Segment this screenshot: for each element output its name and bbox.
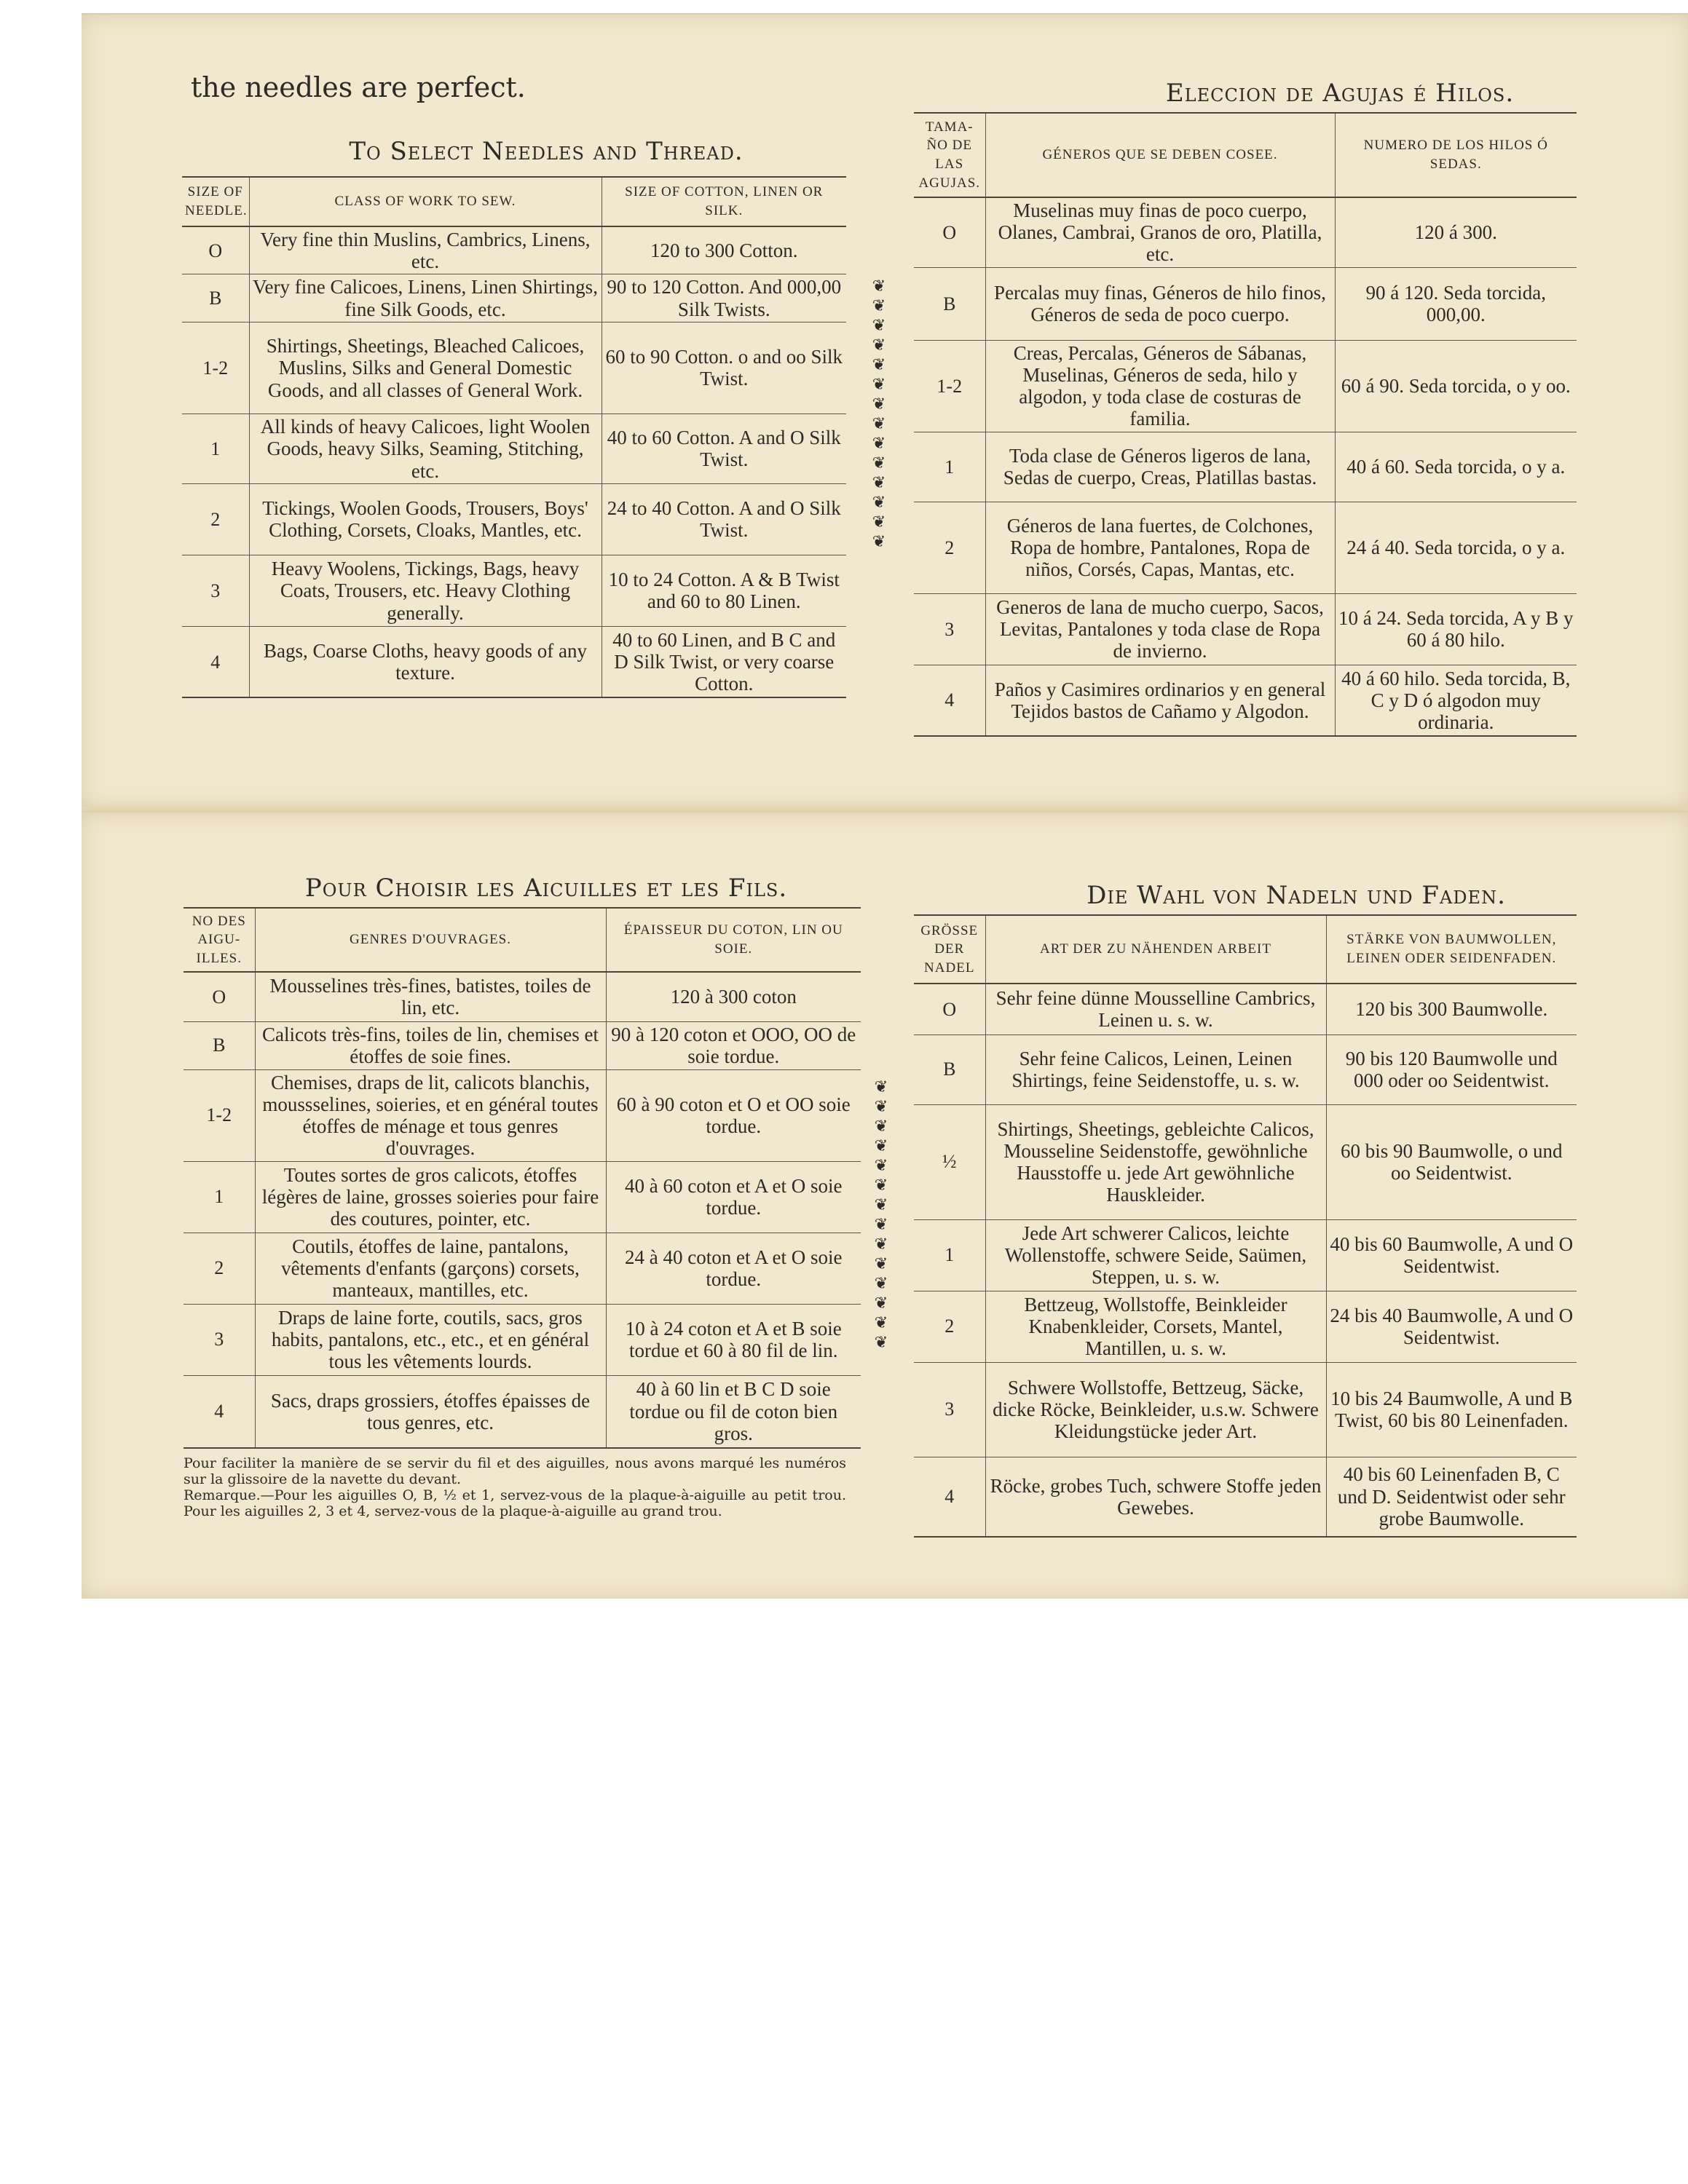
thread-size: 40 to 60 Linen, and B C and D Silk Twist, or very coarse Cotton. [602,626,846,697]
work-class: Calicots très-fins, toiles de lin, chemises et étoffes de soie fines. [255,1021,606,1069]
running-text: the needles are perfect. [191,71,526,103]
needle-size: 2 [182,483,249,555]
column-header: GÉNEROS QUE SE DEBEN COSEE. [985,113,1335,197]
work-class: All kinds of heavy Calicoes, light Woolen Goods, heavy Silks, Seaming, Stitching, etc. [249,414,602,483]
needle-size: 1 [184,1161,255,1233]
column-header: NUMERO DE LOS HILOS Ó SEDAS. [1335,113,1577,197]
thread-size: 120 à 300 coton [606,972,861,1021]
column-header: ART DER ZU NÄHENDEN ARBEIT [985,915,1326,984]
column-header: TAMA-ÑO DE LAS AGUJAS. [914,113,985,197]
footnote-text: Pour faciliter la manière de se servir du fil et des aiguilles, nous avons marqué les numéros sur la glissoire de la navette du devant. [184,1455,846,1487]
work-class: Very fine Calicoes, Linens, Linen Shirtings, fine Silk Goods, etc. [249,274,602,322]
thread-size: 40 á 60 hilo. Seda torcida, B, C y D ó algodon muy ordinaria. [1335,665,1577,736]
needle-size: 4 [914,665,985,736]
column-header: GRÖSSE DER NADEL [914,915,985,984]
thread-size: 90 bis 120 Baumwolle und 000 oder oo Seidentwist. [1326,1034,1577,1104]
column-header: GENRES D'OUVRAGES. [255,908,606,972]
ornament-glyph: ❦ [874,1235,888,1254]
ornament-glyph: ❦ [874,1334,888,1352]
needle-size: B [184,1021,255,1069]
column-header: SIZE OF NEEDLE. [182,177,249,226]
ornament-divider-top [870,277,888,552]
work-class: Sacs, draps grossiers, étoffes épaisses de tous genres, etc. [255,1375,606,1448]
thread-size: 60 bis 90 Baumwolle, o und oo Seidentwist. [1326,1104,1577,1219]
needle-size: 1-2 [914,340,985,432]
thread-size: 120 bis 300 Baumwolle. [1326,984,1577,1034]
ornament-glyph: ❦ [872,395,886,414]
work-class: Mousselines très-fines, batistes, toiles de lin, etc. [255,972,606,1021]
work-class: Tickings, Woolen Goods, Trousers, Boys' Clothing, Corsets, Cloaks, Mantles, etc. [249,483,602,555]
ornament-glyph: ❦ [874,1098,888,1116]
needle-size: 1 [914,1219,985,1291]
needle-size: O [184,972,255,1021]
work-class: Percalas muy finas, Géneros de hilo finos, Géneros de seda de poco cuerpo. [985,267,1335,340]
needle-size: 3 [914,1362,985,1457]
thread-size: 120 to 300 Cotton. [602,226,846,274]
work-class: Creas, Percalas, Géneros de Sábanas, Muselinas, Géneros de seda, hilo y algodon, y toda clase de costuras de familia. [985,340,1335,432]
ornament-glyph: ❦ [874,1275,888,1293]
ornament-glyph: ❦ [872,454,886,472]
ornament-glyph: ❦ [872,317,886,335]
needle-size: O [914,984,985,1034]
thread-size: 24 bis 40 Baumwolle, A und O Seidentwist. [1326,1291,1577,1362]
needle-size: 1-2 [184,1069,255,1161]
ornament-glyph: ❦ [874,1078,888,1096]
ornament-glyph: ❦ [874,1294,888,1313]
work-class: Bettzeug, Wollstoffe, Beinkleider Knabenkleider, Corsets, Mantel, Mantillen, u. s. w. [985,1291,1326,1362]
needle-size: 2 [914,502,985,593]
work-class: Generos de lana de mucho cuerpo, Sacos, Levitas, Pantalones y toda clase de Ropa de invierno. [985,593,1335,665]
thread-size: 40 à 60 lin et B C D soie tordue ou fil de coton bien gros. [606,1375,861,1448]
column-header: NO DES AIGU-ILLES. [184,908,255,972]
thread-size: 60 á 90. Seda torcida, o y oo. [1335,340,1577,432]
ornament-glyph: ❦ [872,415,886,433]
work-class: Paños y Casimires ordinarios y en general Tejidos bastos de Cañamo y Algodon. [985,665,1335,736]
thread-size: 90 to 120 Cotton. And 000,00 Silk Twists. [602,274,846,322]
thread-size: 24 à 40 coton et A et O soie tordue. [606,1233,861,1304]
needle-size: O [914,197,985,267]
needle-size: 1 [914,432,985,502]
german-title: Die Wahl von Nadeln und Faden. [1086,881,1506,910]
ornament-glyph: ❦ [874,1117,888,1136]
needle-size: 4 [914,1457,985,1537]
needle-size: 4 [184,1375,255,1448]
work-class: Sehr feine Calicos, Leinen, Leinen Shirtings, feine Seidenstoffe, u. s. w. [985,1034,1326,1104]
column-header: STÄRKE VON BAUMWOLLEN, LEINEN ODER SEIDENFADEN. [1326,915,1577,984]
work-class: Shirtings, Sheetings, Bleached Calicoes, Muslins, Silks and General Domestic Goods, and all classes of General Work. [249,322,602,414]
thread-size: 10 bis 24 Baumwolle, A und B Twist, 60 bis 80 Leinenfaden. [1326,1362,1577,1457]
ornament-glyph: ❦ [872,356,886,374]
work-class: Chemises, draps de lit, calicots blanchis, moussselines, soieries, et en général toutes étoffes de ménage et tous genres d'ouvrages. [255,1069,606,1161]
thread-size: 10 to 24 Cotton. A & B Twist and 60 to 80 Linen. [602,555,846,626]
work-class: Very fine thin Muslins, Cambrics, Linens, etc. [249,226,602,274]
work-class: Géneros de lana fuertes, de Colchones, Ropa de hombre, Pantalones, Ropa de niños, Corsés, Capas, Mantas, etc. [985,502,1335,593]
thread-size: 10 á 24. Seda torcida, A y B y 60 á 80 hilo. [1335,593,1577,665]
ornament-glyph: ❦ [874,1314,888,1332]
needle-size: 2 [184,1233,255,1304]
work-class: Röcke, grobes Tuch, schwere Stoffe jeden Gewebes. [985,1457,1326,1537]
needle-size: B [914,267,985,340]
ornament-glyph: ❦ [872,474,886,492]
work-class: Bags, Coarse Cloths, heavy goods of any texture. [249,626,602,697]
thread-size: 24 to 40 Cotton. A and O Silk Twist. [602,483,846,555]
german-needle-table [914,914,1577,1538]
column-header: CLASS OF WORK TO SEW. [249,177,602,226]
ornament-divider-bottom [872,1077,890,1353]
ornament-glyph: ❦ [874,1196,888,1214]
needle-size: B [914,1034,985,1104]
work-class: Heavy Woolens, Tickings, Bags, heavy Coats, Trousers, etc. Heavy Clothing generally. [249,555,602,626]
column-header: SIZE OF COTTON, LINEN OR SILK. [602,177,846,226]
english-needle-table [182,176,846,698]
needle-size: ½ [914,1104,985,1219]
thread-size: 60 à 90 coton et O et OO soie tordue. [606,1069,861,1161]
thread-size: 90 á 120. Seda torcida, 000,00. [1335,267,1577,340]
ornament-glyph: ❦ [874,1255,888,1273]
thread-size: 40 á 60. Seda torcida, o y a. [1335,432,1577,502]
needle-size: 2 [914,1291,985,1362]
thread-size: 24 á 40. Seda torcida, o y a. [1335,502,1577,593]
english-title: To Select Needles and Thread. [349,137,744,166]
spanish-title: Eleccion de Agujas é Hilos. [1165,79,1515,108]
work-class: Muselinas muy finas de poco cuerpo, Olanes, Cambrai, Granos de oro, Platilla, etc. [985,197,1335,267]
thread-size: 60 to 90 Cotton. o and oo Silk Twist. [602,322,846,414]
work-class: Schwere Wollstoffe, Bettzeug, Säcke, dicke Röcke, Beinkleider, u.s.w. Schwere Kleidungstücke jeder Art. [985,1362,1326,1457]
thread-size: 90 à 120 coton et OOO, OO de soie tordue. [606,1021,861,1069]
ornament-glyph: ❦ [874,1176,888,1195]
ornament-glyph: ❦ [872,277,886,296]
needle-size: 3 [914,593,985,665]
ornament-glyph: ❦ [874,1216,888,1234]
thread-size: 40 à 60 coton et A et O soie tordue. [606,1161,861,1233]
work-class: Jede Art schwerer Calicos, leichte Wollenstoffe, schwere Seide, Saümen, Steppen, u. s. w. [985,1219,1326,1291]
work-class: Draps de laine forte, coutils, sacs, gros habits, pantalons, etc., etc., et en général tous les vêtements lourds. [255,1304,606,1375]
ornament-glyph: ❦ [872,494,886,512]
column-header: ÉPAISSEUR DU COTON, LIN OU SOIE. [606,908,861,972]
needle-size: 3 [184,1304,255,1375]
thread-size: 40 to 60 Cotton. A and O Silk Twist. [602,414,846,483]
ornament-glyph: ❦ [872,435,886,453]
needle-size: 1-2 [182,322,249,414]
ornament-glyph: ❦ [874,1137,888,1155]
french-title: Pour Choisir les Aicuilles et les Fils. [304,874,788,903]
work-class: Toutes sortes de gros calicots, étoffes légères de laine, grosses soieries pour faire des coutures, pointer, etc. [255,1161,606,1233]
ornament-glyph: ❦ [874,1157,888,1175]
ornament-glyph: ❦ [872,336,886,355]
thread-size: 10 à 24 coton et A et B soie tordue et 60 à 80 fil de lin. [606,1304,861,1375]
ornament-glyph: ❦ [872,376,886,394]
work-class: Toda clase de Géneros ligeros de lana, Sedas de cuerpo, Creas, Platillas bastas. [985,432,1335,502]
work-class: Shirtings, Sheetings, gebleichte Calicos, Mousseline Seidenstoffe, gewöhnliche Hausstoffe u. jede Art gewöhnliche Hauskleider. [985,1104,1326,1219]
thread-size: 120 á 300. [1335,197,1577,267]
ornament-glyph: ❦ [872,297,886,315]
ornament-glyph: ❦ [872,533,886,551]
thread-size: 40 bis 60 Baumwolle, A und O Seidentwist. [1326,1219,1577,1291]
footnote-remark: Remarque.—Pour les aiguilles O, B, ½ et 1, servez-vous de la plaque-à-aiguille au petit trou. Pour les aiguilles 2, 3 et 4, servez-vous de la plaque-à-aiguille au grand trou. [184,1487,846,1519]
needle-size: 3 [182,555,249,626]
needle-size: 1 [182,414,249,483]
ornament-glyph: ❦ [872,513,886,531]
thread-size: 40 bis 60 Leinenfaden B, C und D. Seidentwist oder sehr grobe Baumwolle. [1326,1457,1577,1537]
needle-size: B [182,274,249,322]
french-footnote [184,1456,846,1519]
needle-size: 4 [182,626,249,697]
french-needle-table [184,907,861,1449]
work-class: Sehr feine dünne Mousselline Cambrics, Leinen u. s. w. [985,984,1326,1034]
needle-size: O [182,226,249,274]
spanish-needle-table [914,112,1577,737]
work-class: Coutils, étoffes de laine, pantalons, vêtements d'enfants (garçons) corsets, manteaux, mantilles, etc. [255,1233,606,1304]
